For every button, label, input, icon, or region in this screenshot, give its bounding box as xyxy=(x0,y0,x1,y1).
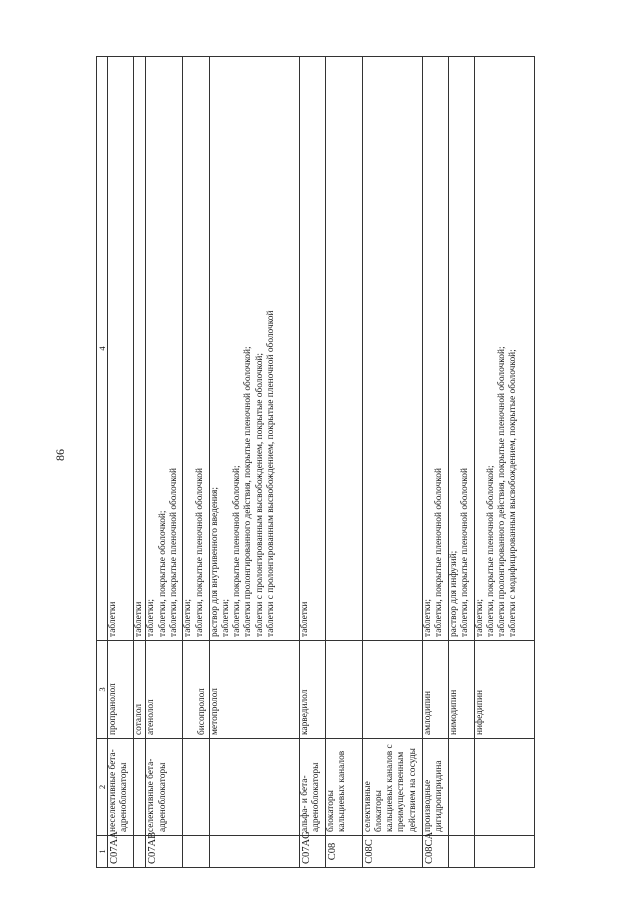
rotated-table-frame xyxy=(96,56,518,868)
dosage-form-line: таблетки, покрытые пленочной оболочкой xyxy=(459,468,470,637)
dosage-form-line: таблетки пролонгированного действия, покрытые пленочной оболочкой; xyxy=(497,346,508,637)
dosage-form-line: таблетки с модифицированным высвобождением, покрытые оболочкой; xyxy=(508,349,519,637)
dosage-form-line: раствор для инфузий; xyxy=(448,550,459,637)
atc-code-cell xyxy=(209,836,299,868)
substance-cell: пропранолол xyxy=(108,641,134,739)
substance-cell: метопролол xyxy=(209,641,299,739)
forms-cell xyxy=(422,57,448,641)
dosage-form-line: таблетки с пролонгированным высвобождением, покрытые пленочной оболочкой xyxy=(266,310,277,637)
page-number: 86 xyxy=(53,449,67,461)
table-row xyxy=(325,57,362,868)
atc-code-cell xyxy=(134,836,146,868)
atc-code-cell: C08 xyxy=(325,836,362,868)
drug-table xyxy=(96,56,535,868)
group-cell xyxy=(183,739,209,836)
group-cell: альфа- и бета-адреноблокаторы xyxy=(299,739,325,836)
group-cell: блокаторы кальциевых каналов xyxy=(325,739,362,836)
table-row xyxy=(108,57,134,868)
dosage-form-line: раствор для внутривенного введения; xyxy=(209,487,220,637)
dosage-form-line: таблетки xyxy=(299,601,310,637)
substance-cell: амлодипин xyxy=(422,641,448,739)
group-cell: селективные бета-адреноблокаторы xyxy=(146,739,183,836)
substance-cell xyxy=(362,641,422,739)
table-header-row xyxy=(97,57,108,868)
group-cell xyxy=(474,739,534,836)
substance-cell xyxy=(325,641,362,739)
table-row xyxy=(474,57,534,868)
table-row xyxy=(183,57,209,868)
substance-cell: атенолол xyxy=(146,641,183,739)
dosage-form-line: таблетки, покрытые пленочной оболочкой xyxy=(168,468,179,637)
forms-cell xyxy=(134,57,146,641)
dosage-form-line: таблетки, покрытые оболочкой; xyxy=(157,510,168,637)
substance-cell: бисопролол xyxy=(183,641,209,739)
substance-cell: нимодипин xyxy=(448,641,474,739)
dosage-form-line: таблетки; xyxy=(474,598,485,637)
substance-cell: нифедипин xyxy=(474,641,534,739)
dosage-form-line: таблетки; xyxy=(146,598,157,637)
dosage-form-line: таблетки; xyxy=(422,598,433,637)
group-cell xyxy=(209,739,299,836)
atc-code-cell: C07AG xyxy=(299,836,325,868)
dosage-form-line: таблетки xyxy=(108,601,118,637)
forms-cell xyxy=(108,57,134,641)
atc-code-cell: C07AA xyxy=(108,836,134,868)
atc-code-cell xyxy=(474,836,534,868)
forms-cell xyxy=(448,57,474,641)
table-row xyxy=(448,57,474,868)
forms-cell xyxy=(146,57,183,641)
group-cell xyxy=(448,739,474,836)
substance-cell: карведилол xyxy=(299,641,325,739)
dosage-form-line: таблетки, покрытые пленочной оболочкой; xyxy=(485,465,496,637)
table-row xyxy=(362,57,422,868)
table-row xyxy=(299,57,325,868)
table-row xyxy=(134,57,146,868)
table-row xyxy=(146,57,183,868)
atc-code-cell: C08CA xyxy=(422,836,448,868)
atc-code-cell xyxy=(448,836,474,868)
forms-cell xyxy=(362,57,422,641)
forms-cell xyxy=(183,57,209,641)
atc-code-cell: C08C xyxy=(362,836,422,868)
dosage-form-line: таблетки, покрытые пленочной оболочкой xyxy=(194,468,205,637)
atc-code-cell: C07AB xyxy=(146,836,183,868)
group-cell: неселективные бета-адреноблокаторы xyxy=(108,739,134,836)
substance-cell: соталол xyxy=(134,641,146,739)
forms-cell xyxy=(474,57,534,641)
dosage-form-line: таблетки, покрытые пленочной оболочкой; xyxy=(232,465,243,637)
header-cell: 3 xyxy=(97,641,108,739)
dosage-form-line: таблетки с пролонгированным высвобождением, покрытые оболочкой; xyxy=(254,352,265,637)
forms-cell xyxy=(299,57,325,641)
dosage-form-line: таблетки; xyxy=(183,598,194,637)
header-cell: 4 xyxy=(97,57,108,641)
atc-code-cell xyxy=(183,836,209,868)
table-row xyxy=(422,57,448,868)
group-cell xyxy=(134,739,146,836)
dosage-form-line: таблетки пролонгированного действия, покрытые пленочной оболочкой; xyxy=(243,346,254,637)
forms-cell xyxy=(325,57,362,641)
dosage-form-line: таблетки; xyxy=(220,598,231,637)
header-cell: 1 xyxy=(97,836,108,868)
dosage-form-line: таблетки, покрытые пленочной оболочкой xyxy=(433,468,444,637)
group-cell: селективные блокаторы кальциевых каналов с преимущественным действием на сосуды xyxy=(362,739,422,836)
forms-cell xyxy=(209,57,299,641)
table-row xyxy=(209,57,299,868)
dosage-form-line: таблетки xyxy=(134,601,144,637)
group-cell: производные дигидропиридина xyxy=(422,739,448,836)
header-cell: 2 xyxy=(97,739,108,836)
